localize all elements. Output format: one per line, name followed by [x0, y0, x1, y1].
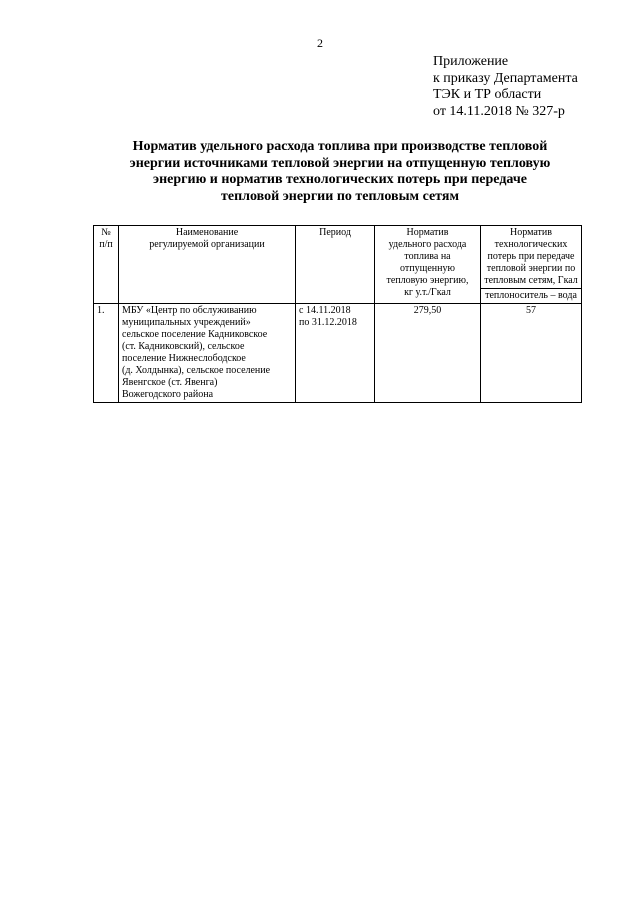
header-loss-line: тепловой энергии по: [486, 263, 576, 274]
table-row: [94, 304, 582, 403]
table-header-row: [94, 226, 582, 304]
organization-line: муниципальных учреждений»: [122, 317, 251, 328]
header-num: [94, 226, 119, 304]
header-period-line: Период: [319, 227, 351, 238]
period-line: по 31.12.2018: [299, 317, 357, 328]
page-number: 2: [317, 36, 323, 50]
document-title: [90, 139, 590, 205]
header-fuel-line: топлива на: [404, 251, 451, 262]
organization-line: (д. Холдынка), сельское поселение: [122, 365, 271, 376]
title-line: Норматив удельного расхода топлива при производстве тепловой: [132, 139, 548, 154]
header-organization: [119, 226, 296, 304]
header-loss-line: тепловым сетям, Гкал: [484, 275, 578, 286]
header-fuel-line: отпущенную: [400, 263, 455, 274]
organization-line: (ст. Кадниковский), сельское: [122, 341, 245, 352]
appendix-line: от 14.11.2018 № 327-р: [433, 103, 565, 119]
appendix-line: ТЭК и ТР области: [433, 87, 542, 102]
header-loss-line: потерь при передаче: [487, 251, 575, 262]
header-loss-line: технологических: [494, 239, 568, 250]
organization-line: МБУ «Центр по обслуживанию: [122, 305, 257, 316]
cell-num: 1.: [94, 304, 119, 403]
header-num-line: №: [101, 227, 111, 238]
title-line: энергии источниками тепловой энергии на отпущенную тепловую: [129, 155, 551, 171]
organization-line: сельское поселение Кадниковское: [122, 329, 268, 340]
norms-table: [93, 225, 582, 403]
header-num-line: п/п: [99, 239, 113, 250]
organization-line: поселение Нижнеслободское: [122, 353, 246, 364]
header-organization-line: регулируемой организации: [149, 239, 265, 250]
header-loss-subheader: теплоноситель – вода: [481, 288, 581, 302]
header-fuel-line: кг у.т./Гкал: [404, 287, 451, 298]
header-fuel-line: Норматив: [406, 227, 449, 238]
header-fuel-line: тепловую энергию,: [386, 275, 469, 286]
organization-line: Вожегодского района: [122, 389, 214, 400]
appendix-block: [433, 54, 578, 120]
cell-loss-norm: 57: [481, 304, 582, 403]
cell-fuel-norm: 279,50: [375, 304, 481, 403]
header-fuel-line: удельного расхода: [388, 239, 467, 250]
cell-period: [296, 304, 375, 403]
appendix-line: Приложение: [433, 54, 509, 69]
header-organization-line: Наименование: [175, 227, 239, 238]
organization-line: Явенгское (ст. Явенга): [122, 377, 218, 388]
header-loss-norm: [481, 226, 582, 304]
cell-organization: [119, 304, 296, 403]
header-fuel-norm: [375, 226, 481, 304]
appendix-line: к приказу Департамента: [433, 70, 578, 86]
header-period: [296, 226, 375, 304]
period-line: с 14.11.2018: [299, 305, 351, 316]
header-loss-line: Норматив: [510, 227, 552, 238]
title-line: тепловой энергии по тепловым сетям: [221, 188, 459, 204]
title-line: энергию и норматив технологических потерь при передаче: [153, 172, 527, 187]
